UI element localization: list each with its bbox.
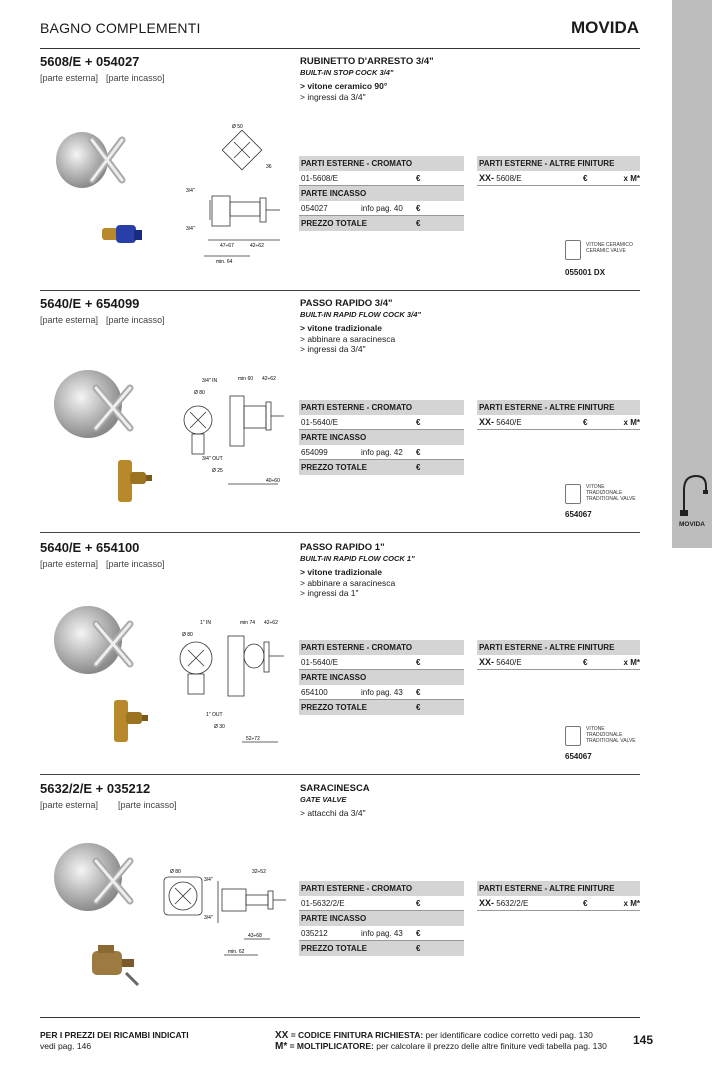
dimension-label: Ø 25 [212, 468, 223, 474]
table-row-total [299, 941, 464, 956]
technical-drawing [168, 618, 288, 748]
euro-sign: € [583, 658, 588, 667]
table-row [299, 685, 464, 700]
total-label: PREZZO TOTALE [301, 703, 367, 712]
dimension-label: 43÷68 [248, 933, 262, 939]
valve-label [586, 726, 646, 744]
table-header: PARTI ESTERNE - ALTRE FINITURE [477, 400, 640, 415]
footer-note [40, 1030, 189, 1052]
item-code: 01-5640/E [301, 418, 338, 427]
table-header: PARTI ESTERNE - CROMATO [299, 881, 464, 896]
feature-item: > vitone tradizionale [300, 567, 382, 577]
euro-sign: € [416, 658, 421, 667]
chrome-price-table [299, 640, 464, 715]
page-brand: MOVIDA [571, 18, 639, 37]
info-link[interactable]: info pag. 43 [361, 688, 403, 697]
sidebar-tab [672, 0, 712, 548]
valve-code: 654067 [565, 510, 592, 519]
product-title: PASSO RAPIDO 1" [300, 542, 385, 553]
section-divider [40, 774, 640, 775]
dimension-label: 1" IN [200, 620, 211, 626]
dimension-label: Ø 80 [170, 869, 181, 875]
euro-sign: € [416, 204, 421, 213]
part-label-external: [parte esterna] [40, 315, 99, 325]
euro-sign: € [416, 174, 421, 183]
euro-sign: € [416, 944, 421, 953]
table-header: PARTE INCASSO [299, 186, 464, 201]
total-label: PREZZO TOTALE [301, 944, 367, 953]
part-label-external: [parte esterna] [40, 559, 99, 569]
part-labels [40, 315, 165, 325]
legend-key: M* [275, 1041, 288, 1052]
dimension-label: 42÷62 [262, 376, 276, 382]
item-code: 5608/E [496, 174, 522, 183]
valve-label [586, 242, 646, 254]
dimension-label: 3/4" [186, 226, 195, 232]
dimension-label: Ø 80 [182, 632, 193, 638]
euro-sign: € [416, 448, 421, 457]
product-code: 5640/E + 654099 [40, 296, 140, 311]
product-features [300, 567, 395, 599]
valve-label-line: VITONE [586, 726, 605, 732]
feature-item: > ingressi da 3/4" [300, 344, 366, 354]
table-header: PARTE INCASSO [299, 430, 464, 445]
table-row-total [299, 216, 464, 231]
footer-legend [275, 1030, 607, 1052]
euro-sign: € [416, 899, 421, 908]
euro-sign: € [416, 688, 421, 697]
legend-key: XX [275, 1030, 289, 1041]
part-labels [40, 559, 165, 569]
table-row [299, 896, 464, 911]
euro-sign: € [583, 899, 588, 908]
dimension-label: Ø 30 [214, 724, 225, 730]
euro-sign: € [583, 418, 588, 427]
multiplier: x M* [623, 899, 640, 908]
table-header: PARTI ESTERNE - ALTRE FINITURE [477, 881, 640, 896]
item-code: 654100 [301, 688, 328, 697]
euro-sign: € [416, 219, 421, 228]
valve-icon [565, 484, 581, 504]
dimension-label: min 74 [240, 620, 256, 626]
other-finish-table [477, 156, 640, 186]
valve-code: 654067 [565, 752, 592, 761]
table-row [299, 655, 464, 670]
dimension-label: 1" OUT [206, 712, 223, 718]
other-finish-table [477, 400, 640, 430]
valve-label-line: CERAMIC VALVE [586, 248, 626, 254]
footer-note-title: PER I PREZZI DEI RICAMBI INDICATI [40, 1030, 189, 1040]
other-finish-table [477, 881, 640, 911]
item-code: 5632/2/E [496, 899, 529, 908]
handle-photo [48, 839, 144, 913]
feature-item: > vitone tradizionale [300, 323, 382, 333]
table-header: PARTI ESTERNE - CROMATO [299, 156, 464, 171]
chrome-price-table [299, 156, 464, 231]
euro-sign: € [583, 174, 588, 183]
dimension-label: 42÷62 [264, 620, 278, 626]
valve-label-line: VITONE CERAMICO [586, 242, 633, 248]
technical-drawing [160, 867, 290, 967]
table-header: PARTI ESTERNE - ALTRE FINITURE [477, 640, 640, 655]
info-link[interactable]: info pag. 40 [361, 204, 403, 213]
table-row [299, 415, 464, 430]
table-row-total [299, 700, 464, 715]
product-section-4 [40, 779, 640, 1009]
table-row [299, 445, 464, 460]
table-row [299, 171, 464, 186]
part-label-recessed: [parte incasso] [106, 73, 165, 83]
feature-item: > abbinare a saracinesca [300, 577, 396, 588]
part-label-external: [parte esterna] [40, 73, 99, 83]
dimension-label: min. 64 [216, 259, 233, 265]
euro-sign: € [416, 703, 421, 712]
part-label-external: [parte esterna] [40, 800, 99, 810]
valve-icon [565, 240, 581, 260]
table-header: PARTI ESTERNE - CROMATO [299, 400, 464, 415]
page-number: 145 [633, 1033, 654, 1047]
feature-item: > ingressi da 3/4" [300, 91, 366, 102]
euro-sign: € [416, 463, 421, 472]
valve-icon [565, 726, 581, 746]
dimension-label: 3/4" [186, 188, 195, 194]
product-code: 5632/2/E + 035212 [40, 781, 151, 796]
dimension-label: 52÷72 [246, 736, 260, 742]
legend-label: = CODICE FINITURA RICHIESTA: [288, 1030, 424, 1040]
part-labels [40, 73, 165, 83]
chrome-price-table [299, 400, 464, 475]
multiplier: x M* [623, 418, 640, 427]
product-title-en: BUILT-IN STOP COCK 3/4" [300, 68, 394, 77]
finish-code-prefix: XX- [479, 898, 495, 908]
table-row [299, 926, 464, 941]
table-row [477, 415, 640, 430]
dimension-label: 3/4" OUT [202, 456, 223, 462]
product-title-en: BUILT-IN RAPID FLOW COCK 1" [300, 554, 415, 563]
info-link[interactable]: info pag. 42 [361, 448, 403, 457]
table-header: PARTE INCASSO [299, 911, 464, 926]
valve-body-photo [98, 220, 146, 250]
handle-photo [50, 122, 140, 192]
valve-body-photo [88, 943, 142, 989]
feature-item: > ingressi da 1" [300, 588, 359, 598]
part-label-recessed: [parte incasso] [118, 800, 177, 810]
product-code: 5608/E + 054027 [40, 54, 140, 69]
product-title: SARACINESCA [300, 783, 370, 794]
finish-code-prefix: XX- [479, 173, 495, 183]
product-section-1 [40, 52, 640, 287]
product-title: RUBINETTO D'ARRESTO 3/4" [300, 56, 434, 67]
product-features [300, 81, 387, 102]
product-title-en: BUILT-IN RAPID FLOW COCK 3/4" [300, 310, 421, 319]
multiplier: x M* [623, 658, 640, 667]
finish-code-prefix: XX- [479, 417, 495, 427]
legend-text: per calcolare il prezzo delle altre finiture vedi tabella pag. 130 [373, 1041, 607, 1051]
item-code: 5640/E [496, 658, 522, 667]
feature-item: > attacchi da 3/4" [300, 808, 366, 818]
dimension-label: 3/4" [204, 877, 213, 883]
total-label: PREZZO TOTALE [301, 463, 367, 472]
dimension-label: 3/4" [204, 915, 213, 921]
chrome-price-table [299, 881, 464, 956]
table-row-total [299, 460, 464, 475]
handle-photo [48, 602, 144, 676]
finish-code-prefix: XX- [479, 657, 495, 667]
dimension-label: 42÷62 [250, 243, 264, 249]
euro-sign: € [416, 929, 421, 938]
valve-label-line: VITONE [586, 484, 605, 490]
table-header: PARTI ESTERNE - CROMATO [299, 640, 464, 655]
euro-sign: € [416, 418, 421, 427]
page-category: BAGNO COMPLEMENTI [40, 20, 201, 36]
faucet-icon [676, 470, 708, 518]
other-finish-table [477, 640, 640, 670]
table-header: PARTE INCASSO [299, 670, 464, 685]
dimension-label: 40÷60 [266, 478, 280, 484]
item-code: 035212 [301, 929, 328, 938]
valve-label-line: TRADITIONAL VALVE [586, 738, 636, 744]
part-label-recessed: [parte incasso] [106, 315, 165, 325]
section-divider [40, 532, 640, 533]
part-labels [40, 800, 177, 810]
dimension-label: 32÷52 [252, 869, 266, 875]
table-row [477, 655, 640, 670]
product-section-2 [40, 294, 640, 534]
valve-body-photo [110, 456, 156, 506]
dimension-label: min 60 [238, 376, 254, 382]
dimension-label: Ø 80 [194, 390, 205, 396]
valve-code: 055001 DX [565, 268, 606, 277]
dimension-label: 3/4" IN [202, 378, 218, 384]
item-code: 01-5632/2/E [301, 899, 345, 908]
valve-label-line: TRADIZIONALE [586, 490, 623, 496]
valve-label-line: TRADIZIONALE [586, 732, 623, 738]
table-row [477, 896, 640, 911]
valve-body-photo [106, 696, 152, 746]
footer-divider [40, 1017, 640, 1018]
header-divider [40, 48, 640, 49]
multiplier: x M* [623, 174, 640, 183]
table-row [299, 201, 464, 216]
part-label-recessed: [parte incasso] [106, 559, 165, 569]
technical-drawing [168, 372, 288, 492]
item-code: 01-5608/E [301, 174, 338, 183]
feature-item: > vitone ceramico 90° [300, 81, 388, 91]
handle-photo [48, 366, 144, 440]
product-features [300, 808, 366, 819]
item-code: 054027 [301, 204, 328, 213]
product-section-3 [40, 538, 640, 778]
footer-note-ref: vedi pag. 146 [40, 1041, 92, 1051]
feature-item: > abbinare a saracinesca [300, 333, 396, 344]
section-divider [40, 290, 640, 291]
product-title: PASSO RAPIDO 3/4" [300, 298, 393, 309]
dimension-label: Ø 50 [232, 124, 243, 130]
product-title-en: GATE VALVE [300, 795, 347, 804]
item-code: 01-5640/E [301, 658, 338, 667]
product-code: 5640/E + 654100 [40, 540, 140, 555]
table-header: PARTI ESTERNE - ALTRE FINITURE [477, 156, 640, 171]
valve-label-line: TRADITIONAL VALVE [586, 496, 636, 502]
legend-text: per identificare codice corretto vedi pag. 130 [423, 1030, 593, 1040]
dimension-label: 36 [266, 164, 272, 170]
item-code: 654099 [301, 448, 328, 457]
dimension-label: 47÷67 [220, 243, 234, 249]
technical-drawing [180, 120, 290, 270]
sidebar-label: MOVIDA [679, 521, 705, 528]
info-link[interactable]: info pag. 43 [361, 929, 403, 938]
table-row [477, 171, 640, 186]
total-label: PREZZO TOTALE [301, 219, 367, 228]
item-code: 5640/E [496, 418, 522, 427]
product-features [300, 323, 395, 355]
dimension-label: min. 62 [228, 949, 245, 955]
legend-label: = MOLTIPLICATORE: [287, 1041, 374, 1051]
valve-label [586, 484, 646, 502]
